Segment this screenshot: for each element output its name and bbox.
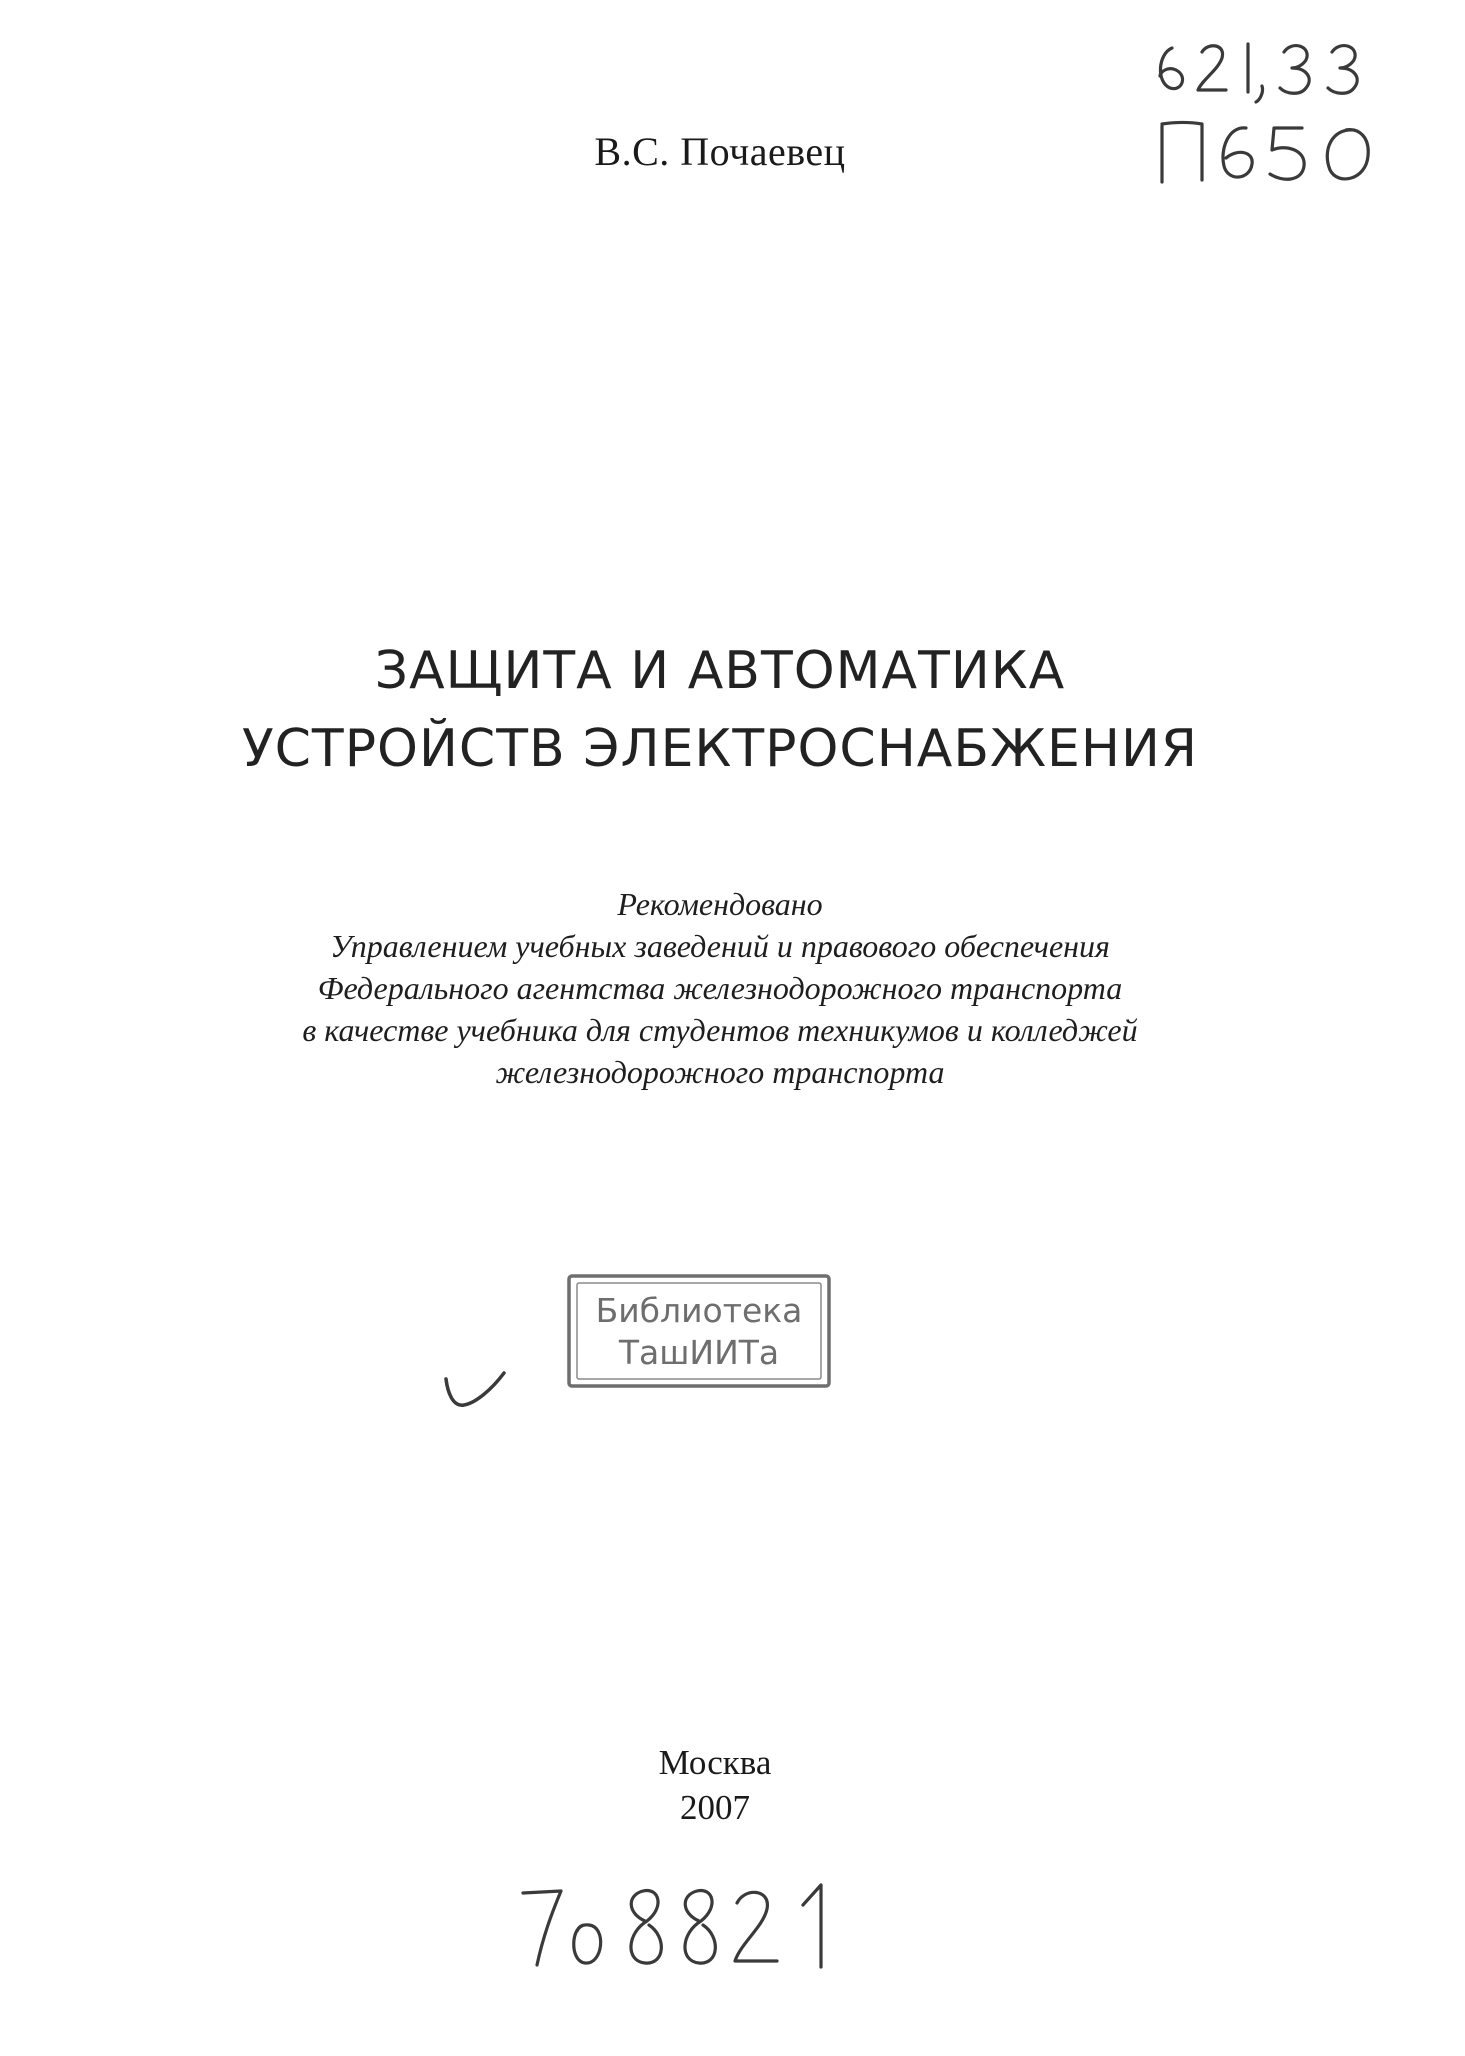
recommendation-block [0,883,1440,1093]
recommendation-line-3: Федерального агентства железнодорожного транспорта [317,970,1123,1006]
handwritten-inventory-number [515,1875,875,1975]
stamp-line-1: Библиотека [595,1291,803,1330]
imprint-city: Москва [658,1743,772,1782]
author-name: В.С. Почаевец [594,129,846,174]
imprint-year: 2007 [680,1788,750,1827]
book-title-line-2: УСТРОЙСТВ ЭЛЕКТРОСНАБЖЕНИЯ [241,719,1199,779]
imprint [0,1740,1430,1830]
recommendation-line-1: Рекомендовано [617,886,823,922]
handwritten-shelfmark [1150,30,1430,190]
recommendation-line-5: железнодорожного транспорта [495,1054,945,1090]
recommendation-line-2: Управлением учебных заведений и правового обеспечения [330,928,1110,964]
book-title-line-1: ЗАЩИТА И АВТОМАТИКА [374,641,1066,701]
shelfmark-handwriting [1150,30,1430,190]
check-mark-icon [440,1365,510,1415]
stamp-line-2: ТашИИТа [618,1333,780,1372]
book-title [0,632,1440,788]
library-stamp [565,1272,833,1390]
recommendation-line-4: в качестве учебника для студентов техникумов и колледжей [302,1012,1138,1048]
